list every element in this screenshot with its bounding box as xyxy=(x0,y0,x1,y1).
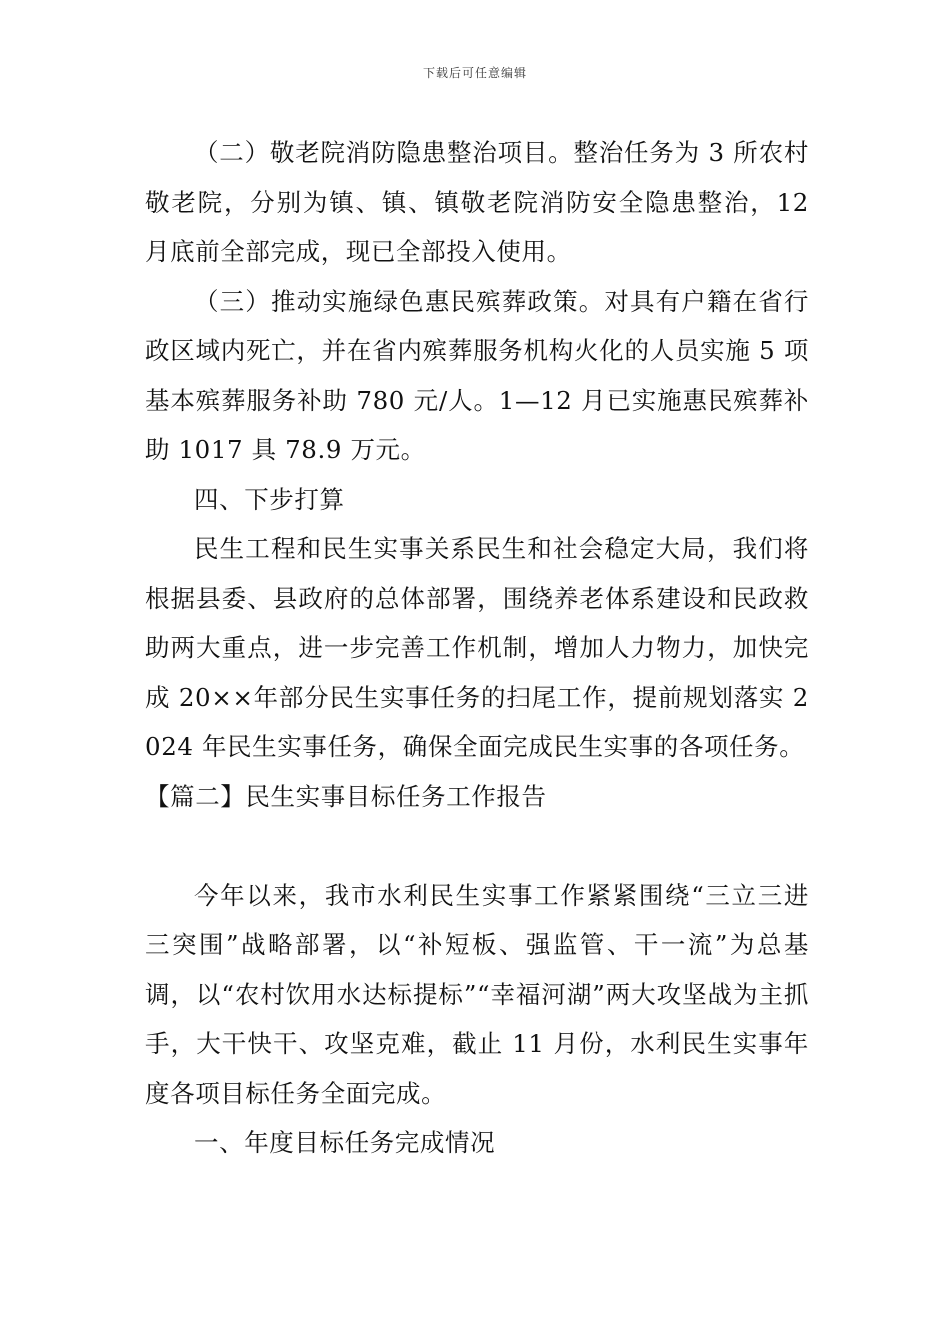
paragraph-green-funeral-policy: （三）推动实施绿色惠民殡葬政策。对具有户籍在省行政区域内死亡，并在省内殡葬服务机构火化的人员实施 5 项基本殡葬服务补助 780 元/人。1—12 月已实施惠民殡葬补助 1017 具 78.9 万元。 xyxy=(145,286,809,464)
article-title-part-two: 【篇二】民生实事目标任务工作报告 xyxy=(145,781,547,811)
section-heading-annual-targets: 一、年度目标任务完成情况 xyxy=(194,1128,496,1157)
section-heading-next-steps: 四、下步打算 xyxy=(194,484,345,514)
paragraph-nursing-home-fire-safety: （二）敬老院消防隐患整治项目。整治任务为 3 所农村敬老院，分别为镇、镇、镇敬老院消防安全隐患整治，12 月底前全部完成，现已全部投入使用。 xyxy=(145,138,809,266)
paragraph-next-steps-body: 民生工程和民生实事关系民生和社会稳定大局，我们将根据县委、县政府的总体部署，围绕养老体系建设和民政救助两大重点，进一步完善工作机制，增加人力物力，加快完成 20××年部分民生实事任务的扫尾工作，提前规划落实 2024 年民生实事任务，确保全面完成民生实事的各项任务。 xyxy=(145,534,809,761)
page-header-note: 下载后可任意编辑 xyxy=(422,66,527,80)
paragraph-water-conservancy-intro: 今年以来，我市水利民生实事工作紧紧围绕“三立三进三突围”战略部署，以“补短板、强监管、干一流”为总基调，以“农村饮用水达标提标”“幸福河湖”两大攻坚战为主抓手，大干快干、攻坚克难，截止 11 月份，水利民生实事年度各项目标任务全面完成。 xyxy=(145,880,809,1108)
document-body xyxy=(145,128,809,1168)
blank-line xyxy=(145,821,809,871)
